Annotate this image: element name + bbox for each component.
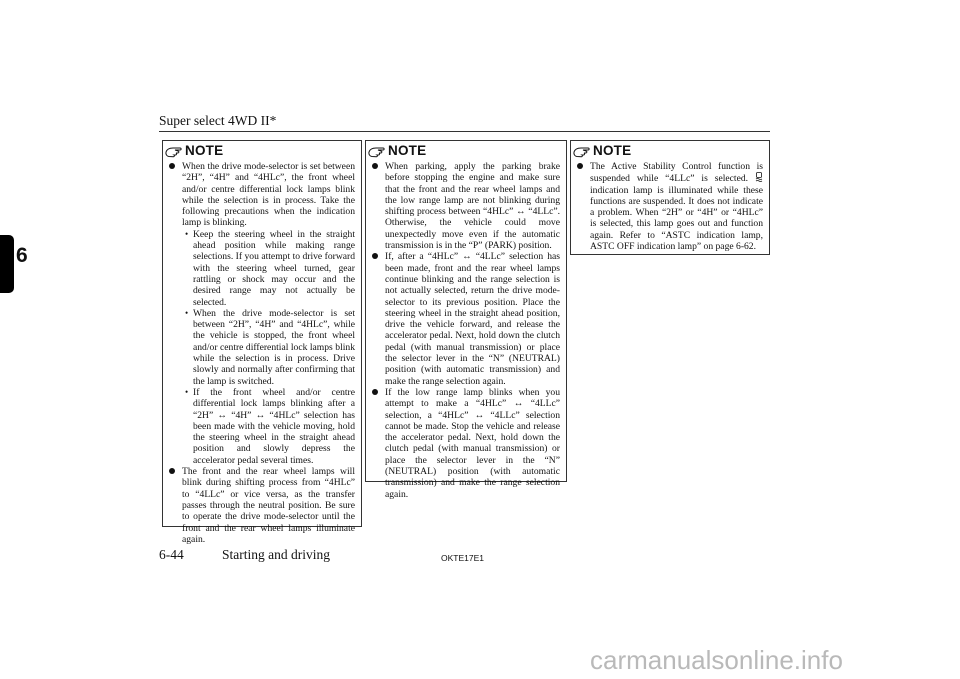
sub-list-item — [182, 387, 355, 466]
note-label: NOTE — [388, 143, 427, 158]
note-box-2 — [365, 140, 567, 500]
sub-list-item — [182, 229, 355, 308]
note-hand-icon — [368, 144, 386, 158]
list-item — [169, 466, 355, 545]
note-header — [165, 143, 223, 158]
note-text: When the drive mode-selector is set between “2H”, “4H” and “4HLc”, the front wheel and/or centre differential lock lamps blink while the selection is in process. Take the following precautions when the indication lamp is blinking. — [182, 161, 355, 229]
sub-list-item — [182, 308, 355, 387]
list-item — [577, 161, 763, 252]
list-item — [372, 251, 560, 387]
sub-bullet-icon: • — [185, 307, 189, 318]
note-text: If, after a “4HLc” ↔ “4LLc” selection has been made, front and the rear wheel lamps continue blinking and the range selection is not actually selected, return the drive mode-selector to its previous position. Place the steering wheel in the straight ahead position, drive the vehicle forward, and release the accelerator pedal. Next, hold down the clutch pedal (with manual transmission) or place the selector lever in the “N” (NEUTRAL) position (with automatic transmission) and make the range selection again. — [385, 251, 560, 387]
footer-chapter-title: Starting and driving — [222, 547, 330, 562]
sub-bullet-icon: • — [185, 386, 189, 397]
note-hand-icon — [573, 144, 591, 158]
bullet-icon — [577, 163, 583, 169]
note-header — [368, 143, 426, 158]
footer-doc-code: OKTE17E1 — [441, 553, 484, 563]
bullet-icon — [372, 389, 378, 395]
note-box-3 — [570, 140, 770, 255]
watermark-link[interactable]: carmanualsonline.info — [590, 645, 843, 675]
chapter-tab — [0, 235, 14, 293]
list-item — [372, 387, 560, 500]
bullet-icon — [372, 253, 378, 259]
bullet-icon — [169, 163, 175, 169]
note-subtext: If the front wheel and/or centre differential lock lamps blinking after a “2H” ↔ “4H” ↔ “4HLc” selection has been made with the vehicle moving, hold the steering wheel in the straight ahead position and slowly depress the accelerator pedal several times. — [193, 386, 355, 466]
sub-bullet-icon: • — [185, 228, 189, 239]
header-rule — [159, 131, 770, 132]
note-hand-icon — [165, 144, 183, 158]
note-text: If the low range lamp blinks when you attempt to make a “4HLc” ↔ “4LLc” selection, a “4HLc” ↔ “4LLc” selection cannot be made. Stop the vehicle and release the accelerator pedal. Next, hold down the clutch pedal (with manual transmission) or place the selector lever in the “N” (NEUTRAL) position (with automatic transmission) and make the range selection again. — [385, 386, 560, 500]
note-box-1 — [162, 140, 362, 545]
note-subtext: When the drive mode-selector is set between “2H”, “4H” and “4HLc”, while the vehicle is stopped, the front wheel and/or centre differential lock lamps blink while the selection is in process. Drive slowly and normally after confirming that the lamp is switched. — [193, 307, 355, 387]
note-text: indication lamp is illuminated while these functions are suspended. It does not indicate a problem. When “2H” or “4H” or “4HLc” is selected, this lamp goes out and function again. Refer to “ASTC indication lamp, ASTC OFF indication lamp” on page 6-62. — [590, 184, 763, 253]
bullet-icon — [169, 468, 175, 474]
note-text: The Active Stability Control function is suspended while “4LLc” is selected. — [590, 161, 763, 185]
note-text: The front and the rear wheel lamps will blink during shifting process from “4HLc” to “4LLc” or vice versa, as the transfer passes through the neutral position. Be sure to operate the drive mode-selector until the front and the rear wheel lamps illuminate again. — [182, 466, 355, 545]
note-header — [573, 143, 631, 158]
section-title: Super select 4WD II* — [159, 113, 277, 128]
list-item — [372, 161, 560, 251]
bullet-icon — [372, 163, 378, 169]
chapter-tab-number: 6 — [16, 244, 28, 267]
note-label: NOTE — [185, 143, 224, 158]
astc-skid-icon — [755, 172, 763, 182]
note-text: When parking, apply the parking brake before stopping the engine and make sure that the front and the rear wheel lamps and the low range lamp are not blinking during shifting process between “4HLc” ↔ “4LLc”. Otherwise, the vehicle could move unexpectedly move even if the automatic transmission is in the “P” (PARK) position. — [385, 161, 560, 252]
note-subtext: Keep the steering wheel in the straight ahead position while making range selections. If you attempt to drive forward with the steering wheel turned, gear rattling or shock may occur and the desired range may not actually be selected. — [193, 228, 355, 308]
list-item — [169, 161, 355, 466]
footer-page-number: 6-44 — [159, 547, 184, 562]
note-label: NOTE — [593, 143, 632, 158]
